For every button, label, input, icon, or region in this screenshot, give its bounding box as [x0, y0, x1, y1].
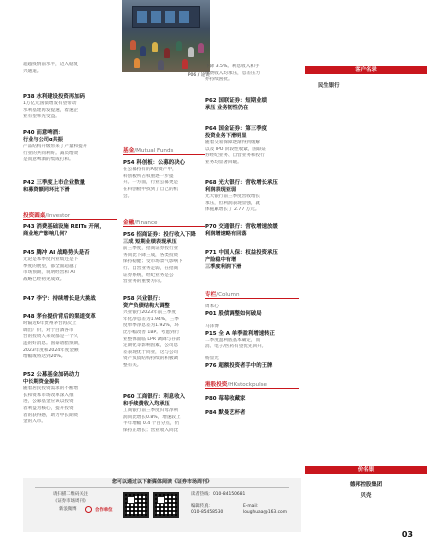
entry-title: 茅台提价背后的渠道变革 [36, 314, 96, 320]
section-header-investor [23, 211, 70, 219]
text-line: 无论是本季度内业绩还是下 [23, 257, 79, 263]
entry-subtitle: 和手续费收入均承压 [123, 401, 170, 408]
text-line: 度单季净息差为1.92%，环 [123, 323, 179, 329]
text-line: 随着居民投资需求的不断增 [23, 386, 79, 392]
entry-subtitle: 资产负债结构大调整 [123, 303, 170, 310]
footer-heading: 您可以通过以下新媒体阅读《证券市场周刊》 [111, 479, 212, 485]
columnist-name: 杨显光 [205, 356, 219, 361]
text-line: 业务均显著回暖。 [205, 159, 242, 165]
toc-entry-p60[interactable] [123, 394, 185, 435]
text-line: 亦持续困扰。 [205, 77, 233, 83]
page-ref: P68 [205, 180, 217, 186]
wechat-name: 《证券市场周刊》 [53, 499, 89, 504]
page-ref: P62 [205, 98, 217, 104]
page-ref: P56 [123, 232, 135, 238]
entry-title: 腾冲 AI 战略势头是否 [36, 250, 90, 256]
text-line: 市场预期，说明经营和 AI [23, 270, 75, 276]
intro-text [205, 64, 260, 84]
text-line: 年化净息差为1.94%，三季 [123, 316, 179, 322]
section-divider [205, 388, 299, 389]
page-ref: P38 [23, 94, 35, 100]
fax-number: 010-85458530 [191, 510, 224, 515]
text-line: 保持正增长；营业收入同比 [123, 427, 179, 433]
text-line: 在公募持有的A股资产中， [123, 167, 177, 173]
section-zh: 专栏 [205, 292, 217, 298]
toc-entry-p52[interactable] [23, 372, 80, 426]
entry-title: 三季度上市企业数量 [36, 180, 85, 186]
toc-entry-p01[interactable] [205, 304, 262, 318]
entry-subtitle: 承压 业务韧性仍在 [205, 105, 249, 112]
columnist-name: 马泽博 [205, 324, 219, 329]
entry-title: 招商证券：投行收入下降 [136, 232, 196, 238]
photo-caption: P06 / 途说 [187, 73, 210, 78]
text-line: 1万亿元国债增发有望带动 [23, 101, 77, 107]
entry-title: 默曼艺杯者 [218, 410, 246, 416]
page-ref: P45 [23, 250, 35, 256]
text-line: 科创板所占权重逐一步提 [123, 173, 174, 179]
fax-label: 编辑传真： [191, 504, 213, 509]
entry-subtitle: 投资业务下滑明显 [205, 133, 247, 140]
text-line: 营业务的重要方向。 [123, 279, 165, 285]
text-line: 升。一方面，行业公募更是 [123, 180, 179, 186]
entry-title: 光大银行：营收增长承压 [218, 180, 278, 186]
page-ref: P43 [23, 224, 35, 230]
toc-entry-p48[interactable] [23, 314, 96, 361]
text-line: 前三季度，招商证券投行业 [123, 246, 179, 252]
section-en: /Column [216, 292, 240, 298]
sponsor-logo: 合作单位 [95, 508, 113, 513]
text-line: 以及 IPO 阶段性收紧，国联证 [205, 146, 267, 152]
text-line: 长和资本市场改革深入推 [23, 392, 74, 398]
page-ref: P52 [23, 372, 35, 378]
text-line: 工商银行前三季度归母净利 [123, 408, 179, 414]
toc-entry-p70[interactable] [205, 224, 278, 238]
toc-entry-p76[interactable] [205, 356, 272, 370]
subscription-footer [23, 478, 301, 532]
client-name: 民生银行 [318, 83, 340, 89]
entry-title: 工商银行：利息收入 [136, 394, 185, 400]
entry-title: 股债调整如何破局 [218, 310, 262, 317]
section-header-column [205, 290, 240, 298]
entry-title: 李宁：持续增长是大挑战 [36, 296, 96, 302]
page-ref: P01 [205, 310, 217, 317]
client-name: 贝壳 [360, 493, 372, 499]
text-line: 时隔近6年贵州茅台再次上 [23, 321, 77, 327]
text-line: 差表现优于同业，这与公司 [123, 349, 179, 355]
section-zh: 投资圆桌 [23, 213, 46, 219]
entry-title: 国金证券：第三季度 [218, 126, 267, 132]
text-line: 光大银行前三季度营收增长 [205, 194, 261, 200]
text-line: 资产负债结构持续的积极调 [123, 356, 179, 362]
text-line: 整有关。 [123, 362, 142, 368]
text-line: 金的入市。 [23, 419, 46, 425]
text-line: 承压，但利润表现显强，就 [205, 200, 261, 206]
text-line: 随着交易保障逐渐得到缓解 [205, 140, 261, 146]
text-line: 下降 3.5%。利息收入和手 [205, 64, 260, 69]
photo-screen [132, 6, 200, 28]
ad-header: 价名银 [305, 466, 427, 474]
client-name: 德邦控股集团 [349, 482, 383, 488]
text-line: 行、自营业务走弱，在招商 [123, 265, 179, 271]
text-line: 在科创板中找到了自己的机 [123, 186, 179, 192]
entry-subtitle: 利润增速略有回落 [205, 231, 247, 238]
page-ref: P58 [123, 296, 135, 302]
section-zh: 基金 [123, 148, 135, 154]
email-label: E-mail： [243, 504, 262, 509]
section-header-fund [123, 146, 173, 154]
text-line: 消、电子/医药有望优先回升。 [205, 344, 267, 350]
toc-entry-p47[interactable] [23, 296, 96, 303]
entry-subtitle: 中长期资金提供 [23, 379, 60, 386]
toc-entry-p62[interactable] [205, 98, 267, 112]
text-line: 业有望率先受益。 [23, 114, 60, 120]
page-ref: P48 [23, 314, 35, 320]
text-line: 2023年度和2024年度金额 [23, 347, 79, 353]
text-line: 台的投资人来说都是一个久 [23, 334, 79, 340]
page-ref: P76 [205, 362, 217, 369]
toc-entry-p58[interactable] [123, 296, 180, 370]
page-number: 03 [401, 530, 413, 539]
footer-divider [35, 487, 289, 488]
weibo-icon[interactable] [85, 506, 92, 513]
section-en: /Investor [45, 213, 71, 219]
qr-code-icon[interactable] [123, 492, 149, 518]
page-ref: P42 [23, 180, 35, 186]
page-ref: P64 [205, 126, 217, 132]
text-line: 半年增幅 0.4 个百分点，仍 [123, 421, 180, 427]
cover-photo [122, 0, 210, 72]
entry-title: 全 A 单季盈利增速转正 [218, 330, 275, 337]
text-line: 者利益为核心，提升投资 [23, 405, 74, 411]
entry-title: 中国人保：权益投资承压 [218, 250, 278, 256]
entry-title: 超额投资者手中的王牌 [218, 362, 273, 369]
page-ref: P60 [123, 394, 135, 400]
entry-subtitle: 三季度利润下滑 [205, 264, 242, 271]
page-ref: P70 [205, 224, 217, 230]
text-line: 保持稳健；受市场景气影响下 [123, 259, 183, 265]
text-line: 调出厂价，对于白酒各市 [23, 327, 74, 333]
toc-entry-p80[interactable] [205, 396, 245, 403]
text-line: 水利基建再发提速，着速企 [23, 107, 79, 113]
text-line: 兴业银行2023年前三季度 [123, 310, 177, 316]
section-en: /HKstockpulse [227, 382, 268, 388]
section-header-finance [123, 218, 158, 226]
entry-title: 交通银行：营收增速放缓 [218, 224, 278, 230]
text-line: 券经纪业务、自营业务和投行 [205, 153, 265, 159]
entry-subtitle: 利润表现亚弱 [205, 187, 237, 194]
toc-entry-p38[interactable] [23, 94, 85, 121]
text-line: 是而意啤酒的集成打和。 [23, 157, 74, 163]
weibo-label: 新浪微博 [59, 507, 77, 512]
entry-subtitle: 产险稳中有增 [205, 257, 237, 264]
toc-entry-p56[interactable] [123, 232, 196, 286]
text-line: 产品结构升级带来了产量和提升 [23, 144, 88, 150]
section-en: /Mutual Funds [134, 148, 174, 154]
entry-title: 莓莓收藏家 [218, 396, 246, 402]
section-divider [205, 298, 299, 299]
email-address[interactable]: loughuaa@163.com [243, 510, 287, 515]
text-line: 续费收入均承压，息差压力 [205, 70, 261, 76]
section-zh: 金融 [123, 220, 135, 226]
text-line: 证券系统，经纪业务是公 [123, 272, 174, 278]
phone-number: 010-84150681 [212, 492, 246, 497]
text-line: 润同比增长0.8%，增速较上 [123, 414, 181, 420]
toc-entry-p68[interactable] [205, 180, 278, 214]
entry-title: 消费基础设施 REITs 开闸， [36, 224, 105, 230]
section-divider [123, 226, 205, 227]
text-line: 兴通道。 [23, 68, 42, 74]
text-line: 增幅或将达到20%。 [23, 354, 66, 360]
entry-title: 公募基金加码动力 [36, 372, 80, 378]
section-en: /Finance [134, 220, 158, 226]
text-line: 季度的展望，都全面超越了 [23, 263, 79, 269]
entry-title: 兴业银行： [136, 296, 164, 302]
text-line: 超越疫情前水平，迈入稳复 [23, 62, 79, 67]
text-line: 者的获得感，助力中长期资 [23, 412, 79, 418]
toc-entry-p42[interactable] [23, 180, 85, 194]
section-header-hkstock [205, 380, 267, 388]
text-line: 战略已经初见成效。 [23, 276, 65, 282]
page-ref: P80 [205, 396, 217, 402]
clients-header: 客户名录 [305, 66, 427, 74]
intro-text [23, 62, 78, 75]
text-line: 体拖累增长了 2.77 万元。 [205, 207, 260, 213]
toc-entry-p84[interactable] [205, 410, 245, 417]
phone-label [191, 492, 245, 498]
toc-entry-p54[interactable] [123, 160, 185, 200]
toc-entry-p64[interactable] [205, 126, 267, 167]
toc-entry-p40[interactable] [23, 130, 87, 164]
toc-entry-p43[interactable] [23, 224, 105, 238]
toc-entry-p71[interactable] [205, 250, 278, 271]
qr-code-icon[interactable] [153, 492, 179, 518]
section-zh: 港股投资 [205, 382, 228, 388]
page-ref: P54 [123, 160, 135, 166]
label: 读者热线： [191, 492, 213, 497]
page-ref: P47 [23, 296, 35, 302]
entry-subtitle: 和募资额同环比下滑 [23, 187, 70, 194]
text-line: 定期化等影响因素，公司息 [123, 343, 179, 349]
entry-title: 水利建设投资再加码 [36, 94, 85, 100]
section-divider [123, 154, 205, 155]
text-line: 比小幅改善 1BP。考虑到行 [123, 329, 180, 335]
toc-entry-p45[interactable] [23, 250, 90, 284]
toc-entry-p15[interactable] [205, 324, 275, 351]
page-ref: P40 [23, 130, 35, 136]
entry-subtitle: 三成 短期业绩表现承压 [123, 239, 177, 246]
columnist-name: 周本心 [205, 304, 219, 309]
text-line: 行业的共同利好。减员增效 [23, 150, 79, 156]
page-ref: P84 [205, 410, 217, 416]
entry-title: 而意啤酒： [36, 130, 64, 136]
entry-subtitle: 行业与公司α共振 [23, 137, 63, 144]
text-line: 业整体面临 LPR 调降与存款 [123, 336, 181, 342]
entry-subtitle: 商业地产影响几何？ [23, 231, 70, 238]
text-line: 二季度盈利底基本确定，而 [205, 337, 261, 343]
text-line: 进，公募基金应该以投资 [23, 399, 74, 405]
text-line: 务同比下降三成，各类投资 [123, 252, 179, 258]
text-line: 违的好消息。国泰谱腊预期， [23, 340, 83, 346]
section-divider [23, 219, 117, 220]
entry-title: 科创板：公募的决心 [136, 160, 185, 166]
text-line: 会。 [123, 193, 133, 199]
page-ref: P15 [205, 330, 217, 337]
entry-title: 国联证券：短期业绩 [218, 98, 267, 104]
page-ref: P71 [205, 250, 217, 256]
wechat-label: 请扫描二维码关注 [53, 492, 89, 497]
